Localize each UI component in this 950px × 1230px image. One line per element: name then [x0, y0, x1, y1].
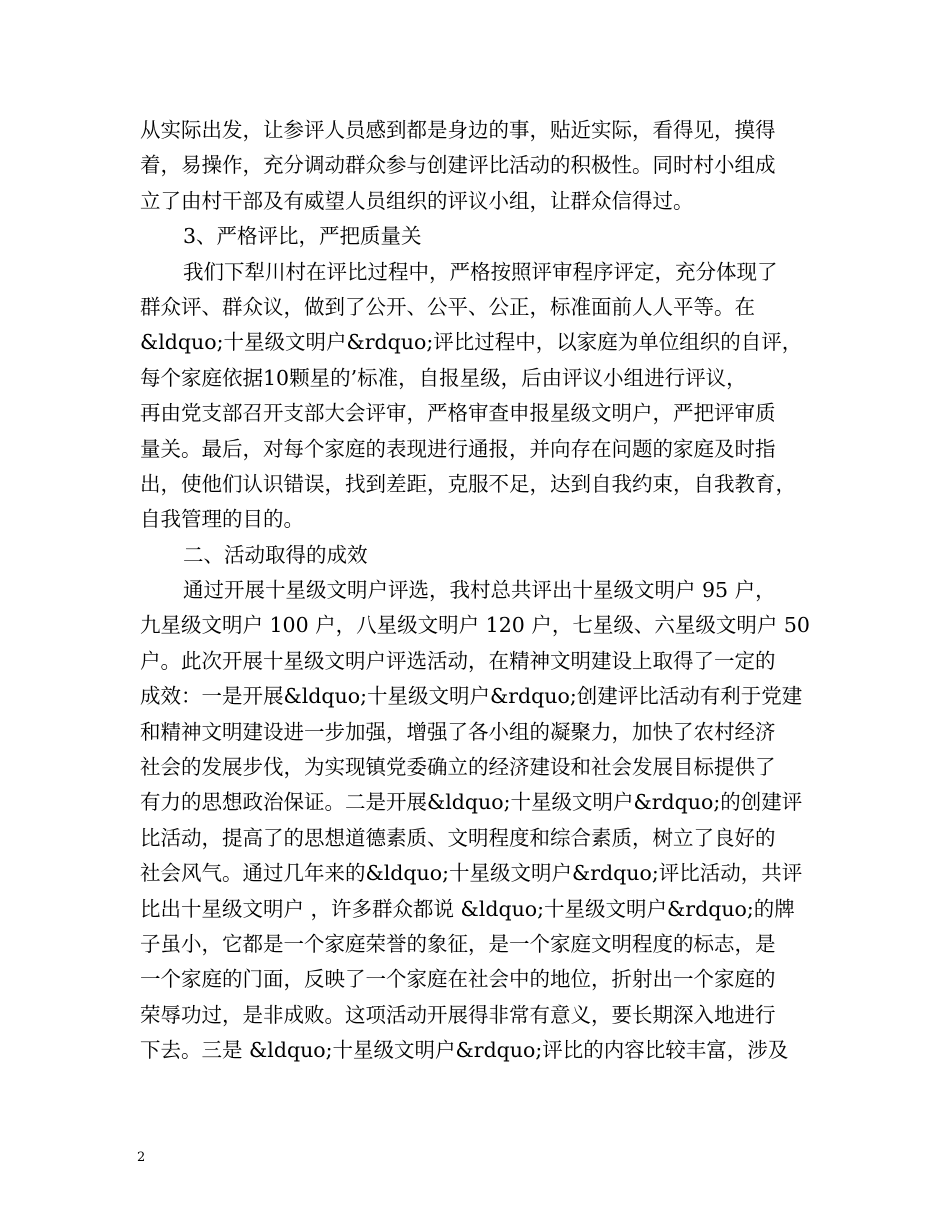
text-line: 和精神文明建设进一步加强，增强了各小组的凝聚力，加快了农村经济: [140, 719, 776, 744]
text-line: 每个家庭依据10颗星的’标准，自报星级，后由评议小组进行评议，: [140, 365, 747, 390]
text-line: 有力的思想政治保证。二是开展&ldquo;十星级文明户&rdquo;的创建评: [140, 790, 803, 815]
text-line: 荣辱功过，是非成败。这项活动开展得非常有意义，要长期深入地进行: [140, 1002, 776, 1027]
text-line: 子虽小，它都是一个家庭荣誉的象征，是一个家庭文明程度的标志，是: [140, 931, 776, 956]
page-number: 2: [137, 1150, 146, 1165]
text-line: 我们下犁川村在评比过程中，严格按照评审程序评定，充分体现了: [183, 259, 778, 284]
text-line: 比出十星级文明户 ，许多群众都说 &ldquo;十星级文明户&rdquo;的牌: [140, 896, 795, 921]
section-heading: 二、活动取得的成效: [183, 542, 368, 567]
text-line: 量关。最后，对每个家庭的表现进行通报，并向存在问题的家庭及时指: [140, 436, 776, 461]
text-line: 自我管理的目的。: [140, 507, 304, 532]
text-line: 群众评、群众议，做到了公开、公平、公正，标准面前人人平等。在: [140, 294, 755, 319]
text-line: 着，易操作，充分调动群众参与创建评比活动的积极性。同时村小组成: [140, 153, 776, 178]
text-line: 社会风气。通过几年来的&ldquo;十星级文明户&rdquo;评比活动，共评: [140, 861, 803, 886]
text-line: 再由党支部召开支部大会评审，严格审查申报星级文明户，严把评审质: [140, 401, 776, 426]
text-line: 一个家庭的门面，反映了一个家庭在社会中的地位，折射出一个家庭的: [140, 967, 776, 992]
text-line: 下去。三是 &ldquo;十星级文明户&rdquo;评比的内容比较丰富，涉及: [140, 1038, 789, 1063]
text-line: 出，使他们认识错误，找到差距，克服不足，达到自我约束，自我教育，: [140, 471, 796, 496]
text-line: 社会的发展步伐，为实现镇党委确立的经济建设和社会发展目标提供了: [140, 755, 776, 780]
text-line: &ldquo;十星级文明户&rdquo;评比过程中，以家庭为单位组织的自评，: [140, 330, 803, 355]
text-line: 成效：一是开展&ldquo;十星级文明户&rdquo;创建评比活动有利于党建: [140, 684, 803, 709]
text-line: 九星级文明户 100 户，八星级文明户 120 户，七星级、六星级文明户 50: [140, 613, 810, 638]
text-line: 从实际出发，让参评人员感到都是身边的事，贴近实际，看得见，摸得: [140, 118, 776, 142]
section-heading: 3、严格评比，严把质量关: [183, 224, 422, 249]
body-text: [140, 113, 830, 1069]
text-line: 立了由村干部及有威望人员组织的评议小组，让群众信得过。: [140, 188, 694, 213]
text-line: 通过开展十星级文明户评选，我村总共评出十星级文明户 95 户，: [183, 578, 776, 603]
text-line: 比活动，提高了的思想道德素质、文明程度和综合素质，树立了良好的: [140, 825, 776, 850]
text-line: 户。此次开展十星级文明户评选活动，在精神文明建设上取得了一定的: [140, 648, 776, 673]
